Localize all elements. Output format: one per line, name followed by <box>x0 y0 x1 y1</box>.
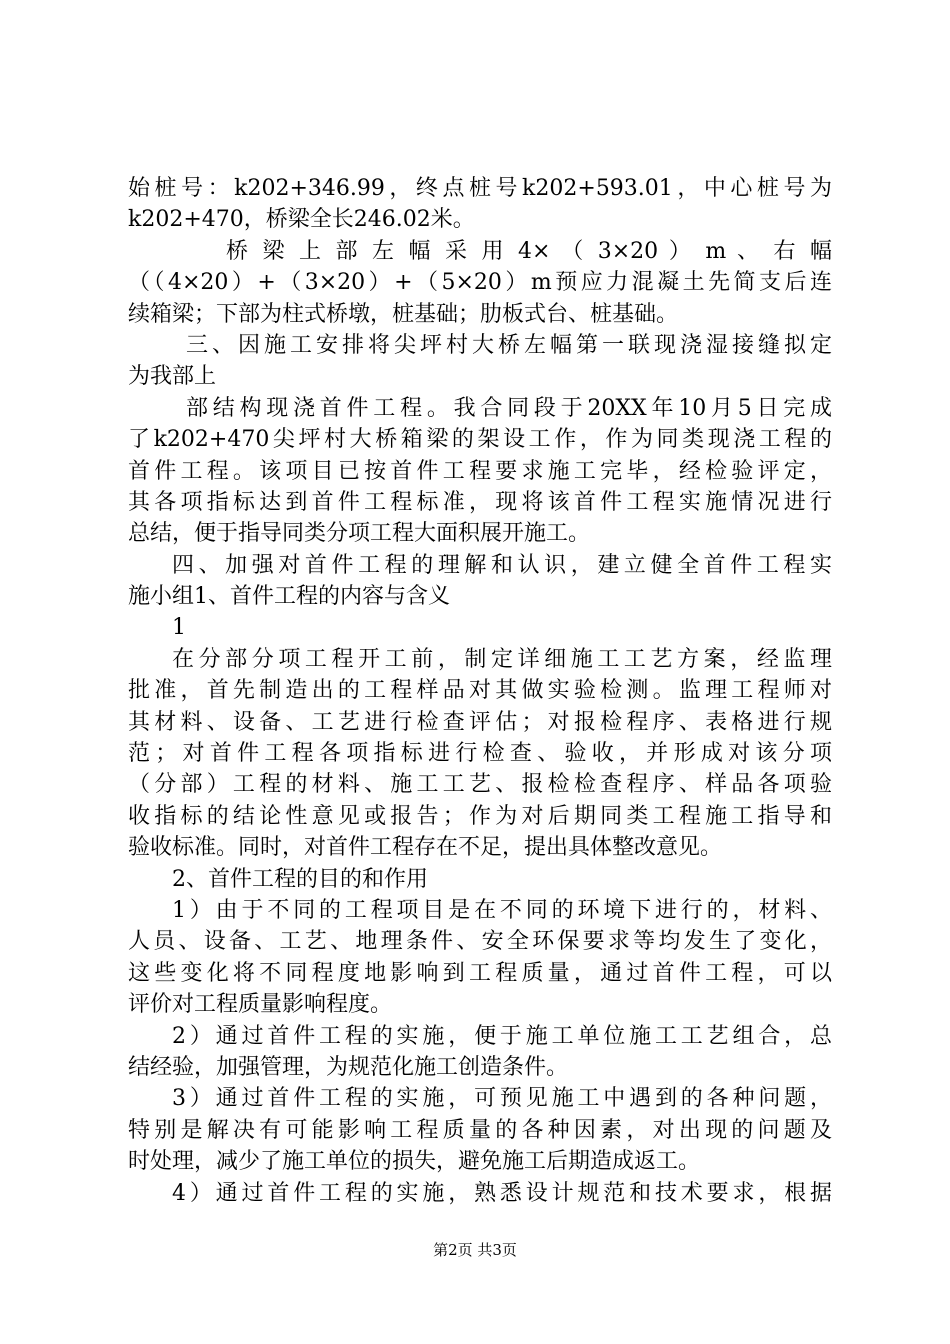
text-line: 为我部上 <box>128 364 217 390</box>
text-line: 首件工程。该项目已按首件工程要求施工完毕，经检验评定， <box>128 458 832 484</box>
text-line: 时处理，减少了施工单位的损失，避免施工后期造成返工。 <box>128 1149 701 1175</box>
text-line: 这些变化将不同程度地影响到工程质量，通过首件工程，可以 <box>128 960 832 986</box>
document-body <box>128 173 832 1209</box>
text-line: 其材料、设备、工艺进行检查评估；对报检程序、表格进行规 <box>128 709 832 735</box>
text-line: 批准，首先制造出的工程样品对其做实验检测。监理工程师对 <box>128 678 832 704</box>
text-line: 收指标的结论性意见或报告；作为对后期同类工程施工指导和 <box>128 803 832 829</box>
text-line: （（4×20）+（3×20）+（5×20）m预应力混凝土先简支后连 <box>128 270 832 296</box>
text-line: 1 <box>172 615 186 641</box>
text-line: 总结，便于指导同类分项工程大面积展开施工。 <box>128 521 591 547</box>
text-line: 结经验，加强管理，为规范化施工创造条件。 <box>128 1054 569 1080</box>
text-line: 其各项指标达到首件工程标准，现将该首件工程实施情况进行 <box>128 489 832 515</box>
text-line: 范；对首件工程各项指标进行检查、验收，并形成对该分项 <box>128 741 832 767</box>
text-line: 验收标准。同时，对首件工程存在不足，提出具体整改意见。 <box>128 835 723 861</box>
text-line: 四、加强对首件工程的理解和认识，建立健全首件工程实 <box>172 552 832 578</box>
text-line: 施小组1、首件工程的内容与含义 <box>128 584 450 610</box>
text-line: （分部）工程的材料、施工工艺、报检检查程序、样品各项验 <box>128 772 832 798</box>
text-line: 3）通过首件工程的实施，可预见施工中遇到的各种问题， <box>172 1086 832 1112</box>
text-line: 2）通过首件工程的实施，便于施工单位施工工艺组合，总 <box>172 1023 832 1049</box>
text-line: 续箱梁；下部为柱式桥墩，桩基础；肋板式台、桩基础。 <box>128 301 679 327</box>
text-line: 2、首件工程的目的和作用 <box>172 866 428 892</box>
text-line: 特别是解决有可能影响工程质量的各种因素，对出现的问题及 <box>128 1117 832 1143</box>
text-line: 部结构现浇首件工程。我合同段于20XX年10月5日完成 <box>186 395 832 421</box>
text-line: 三、因施工安排将尖坪村大桥左幅第一联现浇湿接缝拟定 <box>186 332 832 358</box>
text-line: 4）通过首件工程的实施，熟悉设计规范和技术要求，根据 <box>172 1180 832 1206</box>
text-line: 人员、设备、工艺、地理条件、安全环保要求等均发生了变化， <box>128 929 832 955</box>
text-line: 了k202+470尖坪村大桥箱梁的架设工作，作为同类现浇工程的 <box>128 427 832 453</box>
text-line: 评价对工程质量影响程度。 <box>128 992 393 1018</box>
page-footer: 第2页 共3页 <box>433 1241 517 1259</box>
text-line: 始桩号：k202+346.99，终点桩号k202+593.01，中心桩号为 <box>128 176 832 201</box>
text-line: 在分部分项工程开工前，制定详细施工工艺方案，经监理 <box>172 646 832 672</box>
text-line: 1）由于不同的工程项目是在不同的环境下进行的，材料、 <box>172 897 832 923</box>
text-line: k202+470，桥梁全长246.02米。 <box>128 207 475 233</box>
text-line: 桥 梁 上 部 左 幅 采 用 4× （ 3×20 ） m 、 右 幅 <box>226 238 832 264</box>
